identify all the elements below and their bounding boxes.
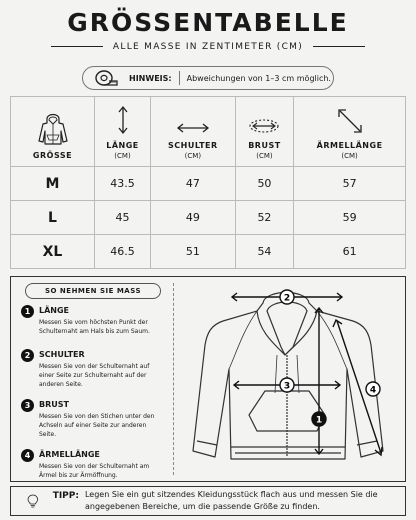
tip-text: Legen Sie ein gut sitzendes Kleidungsstück flach aus und messen Sie die angegebenen Bereiche, um die passende Größe zu finden. — [84, 490, 378, 511]
hint-box — [82, 66, 334, 90]
column-unit: (CM) — [114, 151, 131, 160]
column-header-length — [95, 97, 151, 167]
step-number: 4 — [21, 449, 34, 462]
marker-3-label: 3 — [283, 381, 291, 392]
size-table-header-row — [11, 97, 406, 167]
value-cell: 51 — [151, 235, 236, 269]
step-number: 3 — [21, 399, 34, 412]
subtitle-rule-left — [51, 46, 103, 47]
step-name: SCHULTER — [39, 350, 85, 359]
page-title: GRÖSSENTABELLE — [67, 8, 349, 37]
vertical-arrow-icon — [116, 105, 130, 135]
diagonal-arrow-icon — [336, 107, 364, 135]
value-cell: 57 — [294, 167, 406, 201]
hood-opening — [267, 302, 307, 355]
column-unit: (CM) — [341, 151, 358, 160]
hint-separator — [179, 71, 180, 85]
step-description: Messen Sie von den Stichen unter den Achseln auf einer Seite zur anderen Seite. — [39, 413, 155, 438]
length-arrow — [315, 308, 323, 454]
size-cell: L — [11, 201, 95, 235]
column-unit: (CM) — [184, 151, 202, 160]
hood-edge — [257, 311, 317, 355]
step-name: LÄNGE — [39, 306, 70, 315]
tip-label: TIPP: — [52, 491, 79, 501]
size-header-cell — [11, 97, 95, 167]
step-description: Messen Sie vom höchsten Punkt der Schulternaht am Hals bis zum Saum. — [39, 319, 150, 335]
value-cell: 49 — [151, 201, 236, 235]
step-number: 2 — [21, 349, 34, 362]
marker-2-label: 2 — [283, 293, 291, 304]
step-name: BRUST — [39, 400, 69, 409]
column-header-sleeve — [294, 97, 406, 167]
value-cell: 47 — [151, 167, 236, 201]
size-row-l — [11, 201, 406, 235]
value-cell: 54 — [235, 235, 293, 269]
value-cell: 50 — [235, 167, 293, 201]
measuring-tape-icon — [95, 69, 119, 87]
size-cell: XL — [11, 235, 95, 269]
step-name: ÄRMELLÄNGE — [39, 450, 100, 459]
lightbulb-icon — [25, 488, 41, 514]
marker-4-label: 4 — [369, 385, 377, 396]
subtitle-rule-right — [313, 46, 365, 47]
hint-text: Abweichungen von 1–3 cm möglich. — [186, 73, 331, 83]
value-cell: 52 — [235, 201, 293, 235]
size-row-m — [11, 167, 406, 201]
step-number: 1 — [21, 305, 34, 318]
value-cell: 61 — [294, 235, 406, 269]
step-description: Messen Sie von der Schulternaht auf einer Seite zur Schulternaht auf der anderen Seite. — [39, 363, 150, 388]
hoodie-outline — [193, 293, 383, 460]
column-header-shoulder — [151, 97, 236, 167]
column-label: BRUST — [248, 140, 281, 150]
marker-1-label: 1 — [315, 415, 323, 426]
column-label: SCHULTER — [168, 140, 218, 150]
column-unit: (CM) — [256, 151, 273, 160]
chest-circumference-icon — [247, 117, 281, 135]
hoodie-measurement-diagram — [177, 281, 403, 479]
hoodie-icon — [36, 111, 70, 145]
column-header-chest — [235, 97, 293, 167]
value-cell: 59 — [294, 201, 406, 235]
value-cell: 46.5 — [95, 235, 151, 269]
size-table — [10, 96, 406, 269]
how-to-measure-section — [10, 276, 406, 482]
subtitle-text: ALLE MASSE IN ZENTIMETER (CM) — [112, 42, 304, 52]
value-cell: 45 — [95, 201, 151, 235]
subtitle — [0, 42, 416, 52]
how-to-measure-title: SO NEHMEN SIE MASS — [25, 283, 161, 299]
column-label: ÄRMELLÄNGE — [316, 140, 383, 150]
size-cell: M — [11, 167, 95, 201]
tip-box — [10, 486, 406, 516]
waistband — [231, 447, 345, 453]
size-row-xl — [11, 235, 406, 269]
column-label: LÄNGE — [106, 140, 139, 150]
value-cell: 43.5 — [95, 167, 151, 201]
raglan-seams — [229, 311, 347, 369]
section-divider — [173, 283, 174, 475]
step-description: Messen Sie von der Schulternaht am Ärmel bis zur Ärmöffnung. — [39, 463, 150, 479]
hint-label: HINWEIS: — [129, 73, 172, 83]
size-header-label: GRÖSSE — [32, 150, 73, 160]
horizontal-arrow-icon — [176, 121, 210, 135]
